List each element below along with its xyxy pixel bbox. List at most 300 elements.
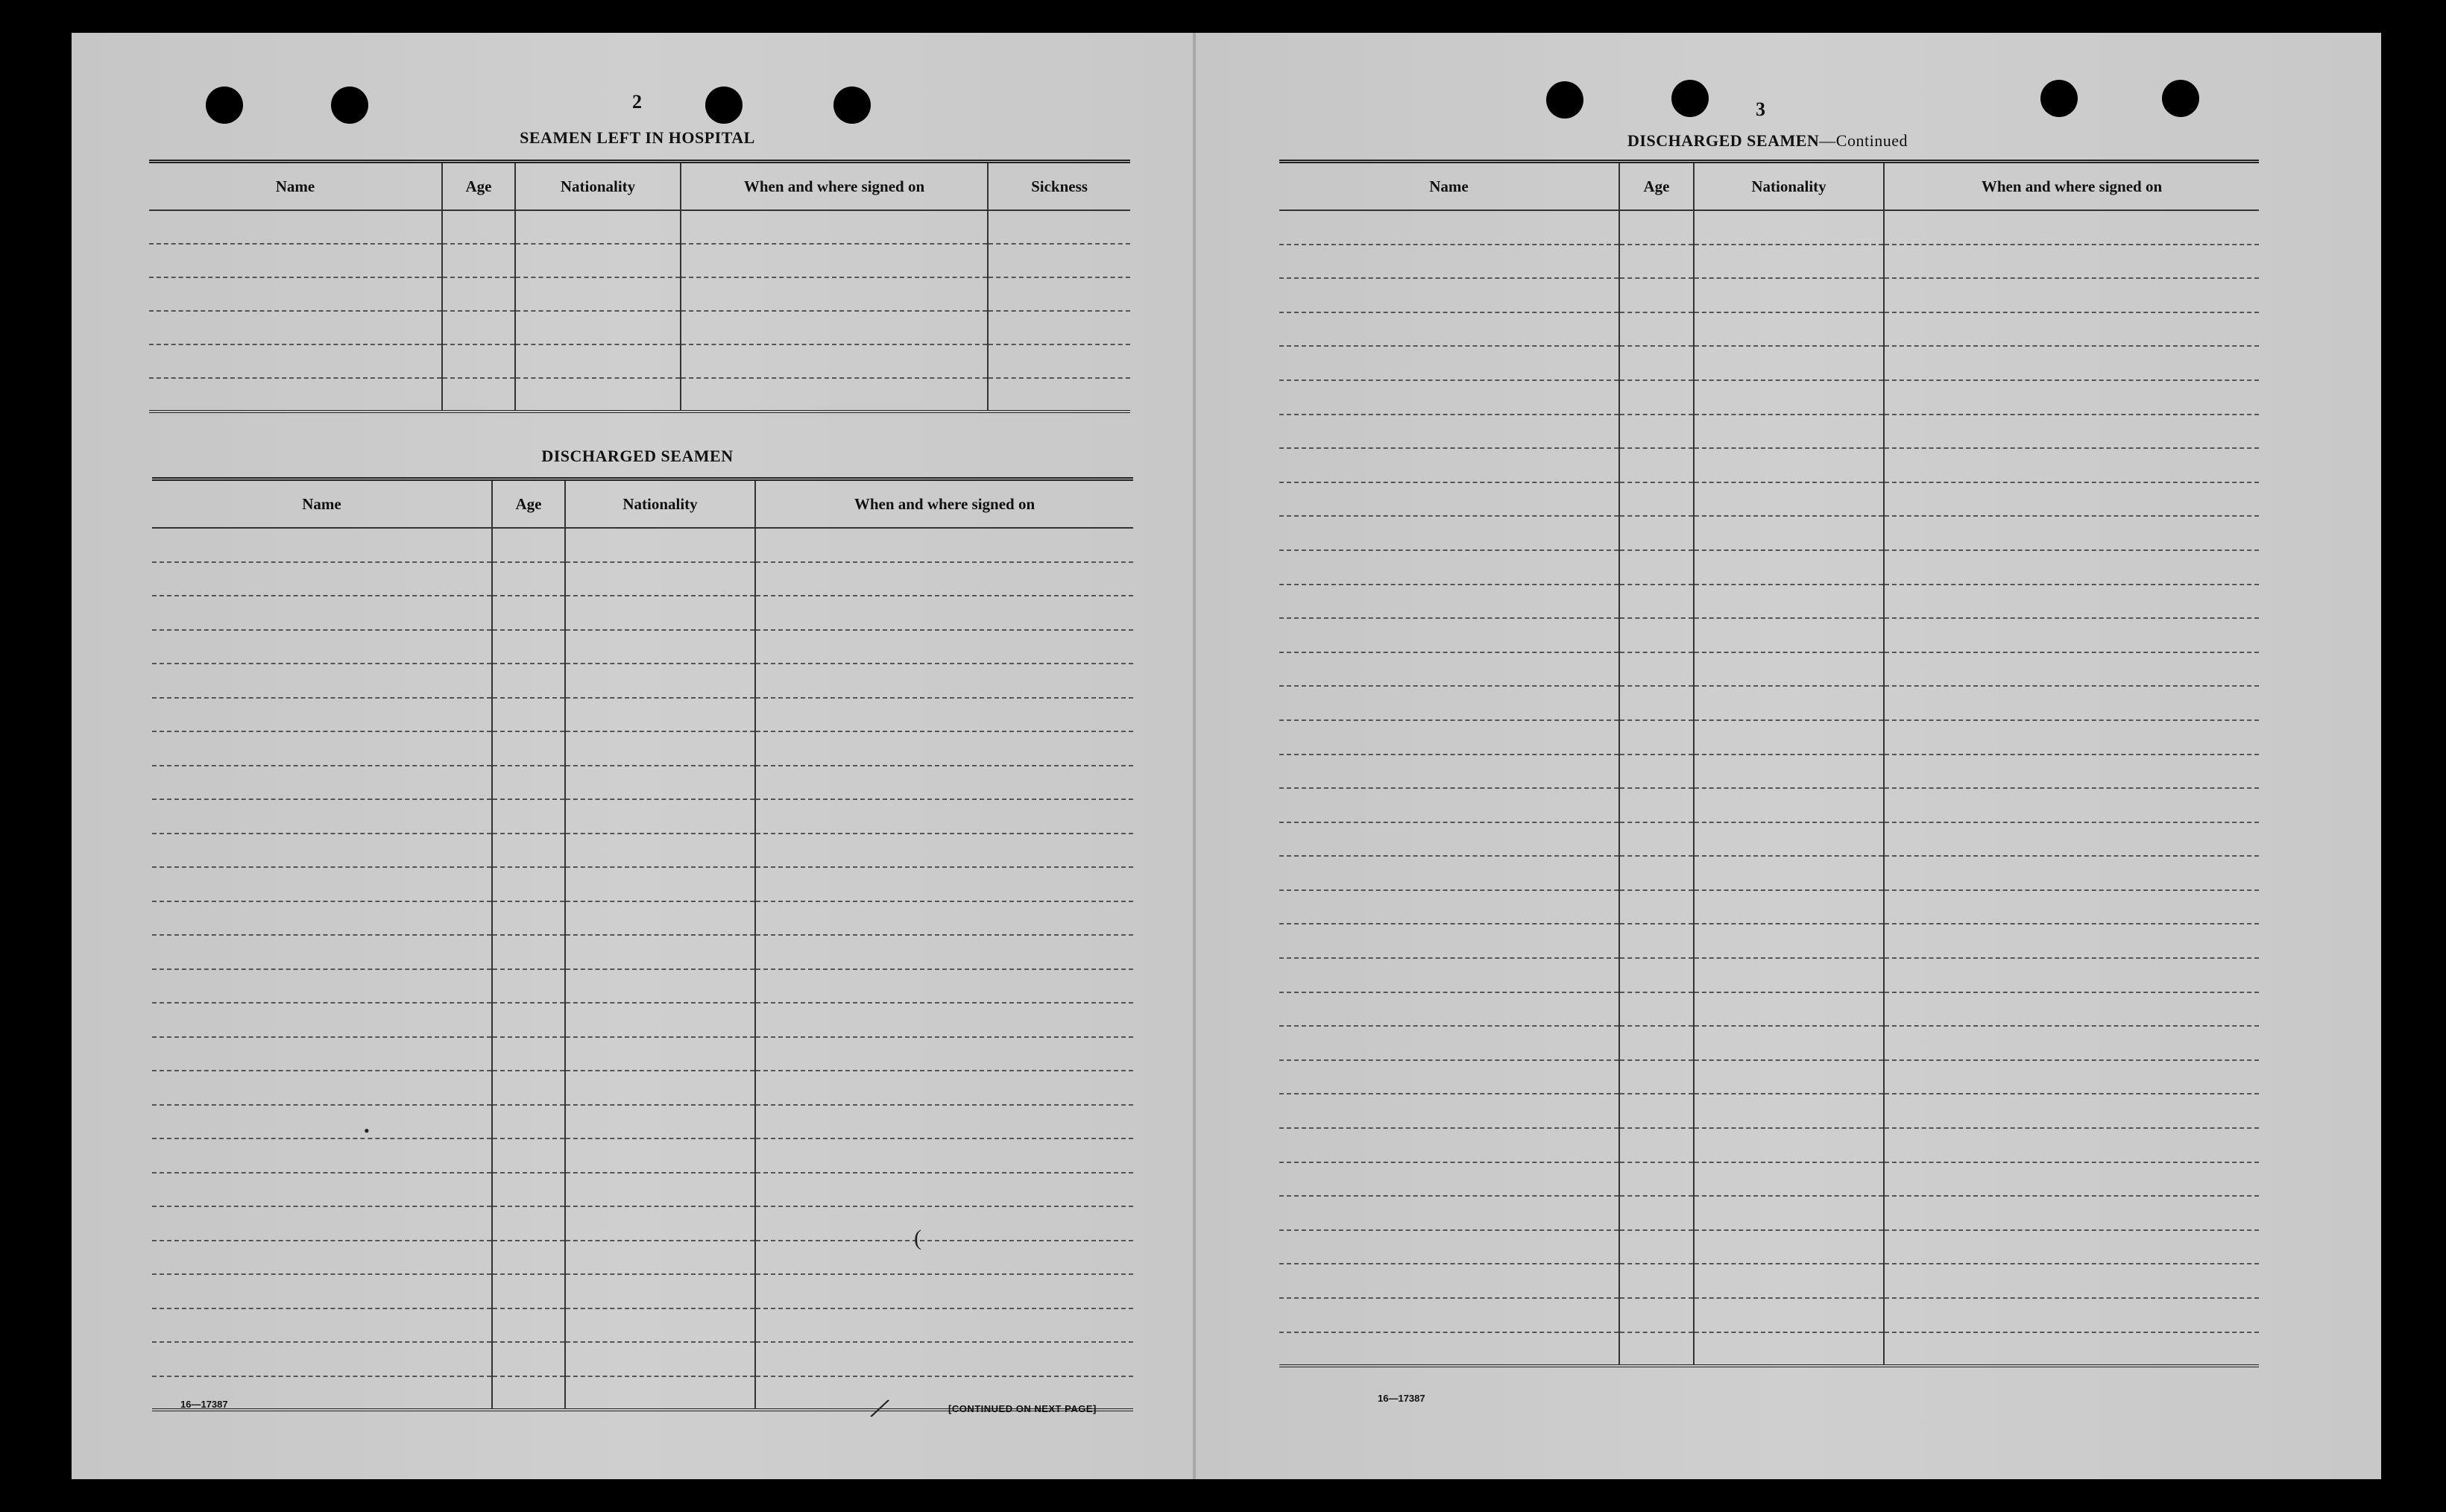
table-cell bbox=[1884, 312, 2259, 347]
table-cell bbox=[1694, 890, 1884, 924]
column-header: When and where signed on bbox=[1884, 162, 2259, 211]
table-cell bbox=[152, 630, 492, 664]
table-cell bbox=[565, 935, 755, 969]
table-row bbox=[149, 344, 1130, 378]
table-cell bbox=[152, 834, 492, 868]
hospital-table bbox=[149, 160, 1130, 413]
table-cell bbox=[988, 344, 1130, 378]
table-cell bbox=[681, 210, 988, 244]
table-cell bbox=[492, 562, 565, 596]
table-cell bbox=[681, 378, 988, 412]
table-cell bbox=[1694, 415, 1884, 449]
table-cell bbox=[1694, 448, 1884, 482]
table-row bbox=[152, 799, 1133, 834]
table-cell bbox=[1279, 1230, 1619, 1264]
table-cell bbox=[1619, 958, 1694, 992]
table-cell bbox=[565, 1173, 755, 1207]
table-cell bbox=[1694, 1026, 1884, 1060]
table-cell bbox=[1279, 720, 1619, 755]
table-row bbox=[149, 378, 1130, 412]
table-cell bbox=[1694, 482, 1884, 517]
punch-hole bbox=[833, 86, 871, 124]
stray-mark: ( bbox=[914, 1226, 921, 1250]
table-cell bbox=[1884, 482, 2259, 517]
table-row bbox=[149, 277, 1130, 311]
table-cell bbox=[1694, 720, 1884, 755]
table-cell bbox=[1884, 958, 2259, 992]
table-cell bbox=[1619, 278, 1694, 312]
table-cell bbox=[565, 1003, 755, 1037]
table-row bbox=[152, 1071, 1133, 1105]
table-row bbox=[1279, 550, 2259, 585]
table-cell bbox=[755, 596, 1133, 630]
table-row bbox=[152, 1308, 1133, 1343]
table-cell bbox=[1619, 210, 1694, 245]
table-cell bbox=[442, 277, 515, 311]
table-row bbox=[1279, 380, 2259, 415]
table-cell bbox=[492, 1105, 565, 1139]
table-cell bbox=[1619, 1128, 1694, 1162]
table-cell bbox=[681, 277, 988, 311]
column-header: When and where signed on bbox=[681, 162, 988, 211]
table-cell bbox=[492, 867, 565, 901]
table-row bbox=[1279, 210, 2259, 245]
table-cell bbox=[492, 1071, 565, 1105]
table-cell bbox=[1884, 720, 2259, 755]
table-cell bbox=[1279, 516, 1619, 550]
table-row bbox=[1279, 1298, 2259, 1332]
table-cell bbox=[565, 698, 755, 732]
table-row bbox=[152, 562, 1133, 596]
table-row bbox=[152, 664, 1133, 698]
table-cell bbox=[1619, 1298, 1694, 1332]
table-cell bbox=[1619, 516, 1694, 550]
table-cell bbox=[152, 901, 492, 936]
table-cell bbox=[565, 1037, 755, 1071]
table-cell bbox=[1694, 788, 1884, 822]
table-cell bbox=[565, 1206, 755, 1241]
table-cell bbox=[681, 344, 988, 378]
table-cell bbox=[1694, 1162, 1884, 1197]
table-row bbox=[1279, 245, 2259, 279]
table-cell bbox=[1694, 1094, 1884, 1128]
table-cell bbox=[1279, 686, 1619, 720]
table-cell bbox=[1884, 1162, 2259, 1197]
table-cell bbox=[1279, 1094, 1619, 1128]
scanned-document bbox=[72, 33, 2381, 1479]
table-cell bbox=[755, 901, 1133, 936]
table-row bbox=[152, 1138, 1133, 1173]
table-row bbox=[152, 1105, 1133, 1139]
table-cell bbox=[152, 698, 492, 732]
table-row bbox=[152, 698, 1133, 732]
table-cell bbox=[492, 528, 565, 562]
table-cell bbox=[1279, 380, 1619, 415]
table-row bbox=[1279, 720, 2259, 755]
column-header: Age bbox=[1619, 162, 1694, 211]
table-cell bbox=[755, 528, 1133, 562]
discharged-section-title: DISCHARGED SEAMEN bbox=[541, 447, 734, 465]
table-row bbox=[1279, 278, 2259, 312]
table-cell bbox=[1619, 856, 1694, 890]
table-cell bbox=[1884, 1026, 2259, 1060]
table-row bbox=[152, 630, 1133, 664]
table-cell bbox=[1884, 448, 2259, 482]
hospital-section-title: SEAMEN LEFT IN HOSPITAL bbox=[520, 128, 755, 147]
table-cell bbox=[1694, 278, 1884, 312]
table-cell bbox=[442, 311, 515, 344]
table-cell bbox=[755, 562, 1133, 596]
table-cell bbox=[1694, 550, 1884, 585]
table-cell bbox=[152, 664, 492, 698]
column-header: Nationality bbox=[565, 479, 755, 529]
table-cell bbox=[442, 244, 515, 277]
table-cell bbox=[1619, 1026, 1694, 1060]
table-cell bbox=[1619, 312, 1694, 347]
table-cell bbox=[1279, 924, 1619, 958]
table-cell bbox=[1884, 788, 2259, 822]
table-row bbox=[1279, 516, 2259, 550]
table-row bbox=[152, 766, 1133, 800]
table-cell bbox=[149, 344, 442, 378]
section-title-suffix: —Continued bbox=[1819, 131, 1908, 150]
table-cell bbox=[1694, 856, 1884, 890]
table-cell bbox=[1619, 822, 1694, 857]
table-cell bbox=[1619, 1230, 1694, 1264]
table-cell bbox=[988, 210, 1130, 244]
table-cell bbox=[681, 244, 988, 277]
table-cell bbox=[565, 630, 755, 664]
table-cell bbox=[1619, 755, 1694, 789]
table-cell bbox=[755, 664, 1133, 698]
table-row bbox=[152, 867, 1133, 901]
table-row bbox=[152, 1003, 1133, 1037]
table-cell bbox=[1619, 448, 1694, 482]
table-cell bbox=[1694, 1230, 1884, 1264]
table-row bbox=[149, 210, 1130, 244]
table-cell bbox=[1694, 1196, 1884, 1230]
table-cell bbox=[755, 969, 1133, 1004]
table-cell bbox=[492, 901, 565, 936]
stray-mark: / bbox=[866, 1388, 894, 1428]
table-cell bbox=[1619, 1094, 1694, 1128]
table-row bbox=[152, 528, 1133, 562]
table-cell bbox=[1279, 890, 1619, 924]
table-row bbox=[1279, 1196, 2259, 1230]
table-cell bbox=[1279, 482, 1619, 517]
table-cell bbox=[1279, 245, 1619, 279]
table-cell bbox=[1619, 415, 1694, 449]
table-cell bbox=[492, 630, 565, 664]
table-row bbox=[152, 935, 1133, 969]
table-cell bbox=[681, 311, 988, 344]
table-cell bbox=[1279, 1026, 1619, 1060]
table-cell bbox=[492, 1003, 565, 1037]
punch-hole bbox=[206, 86, 243, 124]
table-cell bbox=[1279, 618, 1619, 652]
table-cell bbox=[565, 664, 755, 698]
table-cell bbox=[1279, 448, 1619, 482]
table-cell bbox=[149, 210, 442, 244]
table-row bbox=[1279, 618, 2259, 652]
table-row bbox=[1279, 1264, 2259, 1298]
table-cell bbox=[152, 1071, 492, 1105]
table-cell bbox=[1694, 312, 1884, 347]
table-cell bbox=[1694, 958, 1884, 992]
table-cell bbox=[1279, 1332, 1619, 1367]
table-row bbox=[1279, 822, 2259, 857]
table-cell bbox=[492, 834, 565, 868]
table-row bbox=[1279, 1128, 2259, 1162]
table-cell bbox=[755, 935, 1133, 969]
column-header: Age bbox=[442, 162, 515, 211]
column-header: Name bbox=[152, 479, 492, 529]
punch-hole bbox=[705, 86, 743, 124]
table-cell bbox=[1694, 516, 1884, 550]
table-row bbox=[152, 731, 1133, 766]
column-header: Age bbox=[492, 479, 565, 529]
punch-hole bbox=[1671, 80, 1709, 117]
table-cell bbox=[1884, 1094, 2259, 1128]
table-cell bbox=[1619, 585, 1694, 619]
table-row bbox=[1279, 1230, 2259, 1264]
table-cell bbox=[755, 1241, 1133, 1275]
table-cell bbox=[1279, 585, 1619, 619]
table-cell bbox=[1279, 992, 1619, 1027]
table-cell bbox=[1279, 958, 1619, 992]
table-cell bbox=[1884, 346, 2259, 380]
table-cell bbox=[1694, 245, 1884, 279]
table-cell bbox=[515, 210, 681, 244]
table-cell bbox=[515, 277, 681, 311]
table-cell bbox=[492, 766, 565, 800]
table-cell bbox=[1884, 1128, 2259, 1162]
discharged-table bbox=[152, 477, 1133, 1411]
table-row bbox=[1279, 924, 2259, 958]
table-cell bbox=[1884, 618, 2259, 652]
table-cell bbox=[1279, 856, 1619, 890]
table-cell bbox=[152, 1274, 492, 1308]
table-row bbox=[149, 311, 1130, 344]
table-cell bbox=[152, 731, 492, 766]
table-cell bbox=[492, 596, 565, 630]
table-cell bbox=[1694, 822, 1884, 857]
table-cell bbox=[1884, 1332, 2259, 1367]
table-cell bbox=[152, 935, 492, 969]
table-cell bbox=[1694, 652, 1884, 687]
table-cell bbox=[1694, 1060, 1884, 1094]
table-row bbox=[152, 1274, 1133, 1308]
table-cell bbox=[1694, 1128, 1884, 1162]
table-cell bbox=[755, 1308, 1133, 1343]
table-cell bbox=[492, 799, 565, 834]
table-row bbox=[152, 596, 1133, 630]
table-cell bbox=[755, 799, 1133, 834]
table-cell bbox=[755, 630, 1133, 664]
table-row bbox=[152, 834, 1133, 868]
table-cell bbox=[1619, 1162, 1694, 1197]
table-cell bbox=[152, 1206, 492, 1241]
table-cell bbox=[1619, 924, 1694, 958]
table-cell bbox=[1884, 856, 2259, 890]
table-cell bbox=[152, 1173, 492, 1207]
table-cell bbox=[515, 244, 681, 277]
form-number: 16—17387 bbox=[1378, 1393, 1425, 1404]
table-cell bbox=[1279, 1298, 1619, 1332]
table-cell bbox=[1694, 346, 1884, 380]
table-cell bbox=[442, 378, 515, 412]
table-cell bbox=[1619, 618, 1694, 652]
table-cell bbox=[755, 1003, 1133, 1037]
table-cell bbox=[152, 766, 492, 800]
punch-hole bbox=[1546, 81, 1583, 119]
table-cell bbox=[565, 901, 755, 936]
table-cell bbox=[755, 1037, 1133, 1071]
table-cell bbox=[565, 731, 755, 766]
table-cell bbox=[1279, 788, 1619, 822]
table-row bbox=[1279, 415, 2259, 449]
table-row bbox=[1279, 890, 2259, 924]
table-cell bbox=[1884, 1196, 2259, 1230]
table-cell bbox=[1884, 924, 2259, 958]
table-cell bbox=[565, 766, 755, 800]
table-cell bbox=[1279, 1128, 1619, 1162]
table-cell bbox=[1279, 822, 1619, 857]
column-header: When and where signed on bbox=[755, 479, 1133, 529]
table-row bbox=[1279, 686, 2259, 720]
table-cell bbox=[1619, 720, 1694, 755]
table-cell bbox=[755, 1138, 1133, 1173]
table-cell bbox=[1694, 1332, 1884, 1367]
table-cell bbox=[1884, 1230, 2259, 1264]
table-cell bbox=[755, 766, 1133, 800]
table-cell bbox=[1694, 585, 1884, 619]
table-cell bbox=[755, 731, 1133, 766]
table-row bbox=[149, 244, 1130, 277]
table-cell bbox=[565, 596, 755, 630]
table-row bbox=[152, 1173, 1133, 1207]
table-cell bbox=[442, 344, 515, 378]
table-cell bbox=[1884, 415, 2259, 449]
table-cell bbox=[1619, 788, 1694, 822]
table-cell bbox=[1884, 245, 2259, 279]
table-cell bbox=[1694, 618, 1884, 652]
page-number: 3 bbox=[1756, 98, 1765, 120]
table-cell bbox=[755, 1173, 1133, 1207]
table-cell bbox=[152, 1037, 492, 1071]
table-row bbox=[152, 1037, 1133, 1071]
table-cell bbox=[152, 596, 492, 630]
table-cell bbox=[152, 969, 492, 1004]
table-cell bbox=[492, 1138, 565, 1173]
table-cell bbox=[1884, 1298, 2259, 1332]
table-cell bbox=[1279, 346, 1619, 380]
table-cell bbox=[1279, 1264, 1619, 1298]
table-cell bbox=[1619, 482, 1694, 517]
table-cell bbox=[1694, 755, 1884, 789]
table-cell bbox=[1884, 652, 2259, 687]
table-row bbox=[152, 969, 1133, 1004]
table-cell bbox=[1884, 585, 2259, 619]
table-cell bbox=[492, 1241, 565, 1275]
table-cell bbox=[1694, 992, 1884, 1027]
table-cell bbox=[492, 935, 565, 969]
table-cell bbox=[492, 1308, 565, 1343]
table-row bbox=[1279, 448, 2259, 482]
table-cell bbox=[149, 378, 442, 412]
table-cell bbox=[152, 1308, 492, 1343]
table-cell bbox=[149, 277, 442, 311]
table-cell bbox=[755, 867, 1133, 901]
table-cell bbox=[1884, 992, 2259, 1027]
table-cell bbox=[1619, 550, 1694, 585]
table-row bbox=[1279, 585, 2259, 619]
table-cell bbox=[152, 1003, 492, 1037]
table-cell bbox=[152, 799, 492, 834]
table-cell bbox=[1619, 380, 1694, 415]
table-cell bbox=[1884, 890, 2259, 924]
table-cell bbox=[565, 1308, 755, 1343]
table-cell bbox=[1619, 1332, 1694, 1367]
table-cell bbox=[565, 1274, 755, 1308]
page-number: 2 bbox=[632, 91, 642, 113]
table-cell bbox=[152, 867, 492, 901]
table-cell bbox=[565, 1138, 755, 1173]
table-cell bbox=[152, 1138, 492, 1173]
table-cell bbox=[1619, 652, 1694, 687]
table-row bbox=[152, 901, 1133, 936]
table-cell bbox=[1619, 1060, 1694, 1094]
table-cell bbox=[1884, 755, 2259, 789]
table-cell bbox=[988, 311, 1130, 344]
table-cell bbox=[565, 528, 755, 562]
table-cell bbox=[1884, 1264, 2259, 1298]
column-header: Nationality bbox=[1694, 162, 1884, 211]
table-cell bbox=[1884, 550, 2259, 585]
table-cell bbox=[515, 344, 681, 378]
table-cell bbox=[515, 378, 681, 412]
table-cell bbox=[1279, 312, 1619, 347]
table-cell bbox=[442, 210, 515, 244]
table-cell bbox=[755, 1274, 1133, 1308]
table-cell bbox=[1619, 686, 1694, 720]
table-row bbox=[1279, 856, 2259, 890]
table-cell bbox=[988, 277, 1130, 311]
table-cell bbox=[565, 867, 755, 901]
left-page bbox=[72, 33, 1193, 1479]
form-number: 16—17387 bbox=[180, 1399, 228, 1410]
table-cell bbox=[1884, 516, 2259, 550]
table-row bbox=[1279, 482, 2259, 517]
table-row bbox=[1279, 1060, 2259, 1094]
table-cell bbox=[1619, 992, 1694, 1027]
table-cell bbox=[1884, 380, 2259, 415]
table-cell bbox=[565, 562, 755, 596]
table-row bbox=[1279, 788, 2259, 822]
table-cell bbox=[565, 1342, 755, 1376]
table-cell bbox=[1279, 1060, 1619, 1094]
table-cell bbox=[988, 244, 1130, 277]
table-cell bbox=[1619, 1196, 1694, 1230]
table-row bbox=[152, 1342, 1133, 1376]
continued-note: [CONTINUED ON NEXT PAGE] bbox=[948, 1403, 1097, 1414]
table-cell bbox=[149, 244, 442, 277]
table-row bbox=[1279, 652, 2259, 687]
table-cell bbox=[1694, 210, 1884, 245]
table-cell bbox=[755, 1071, 1133, 1105]
table-cell bbox=[1694, 380, 1884, 415]
table-cell bbox=[565, 1105, 755, 1139]
